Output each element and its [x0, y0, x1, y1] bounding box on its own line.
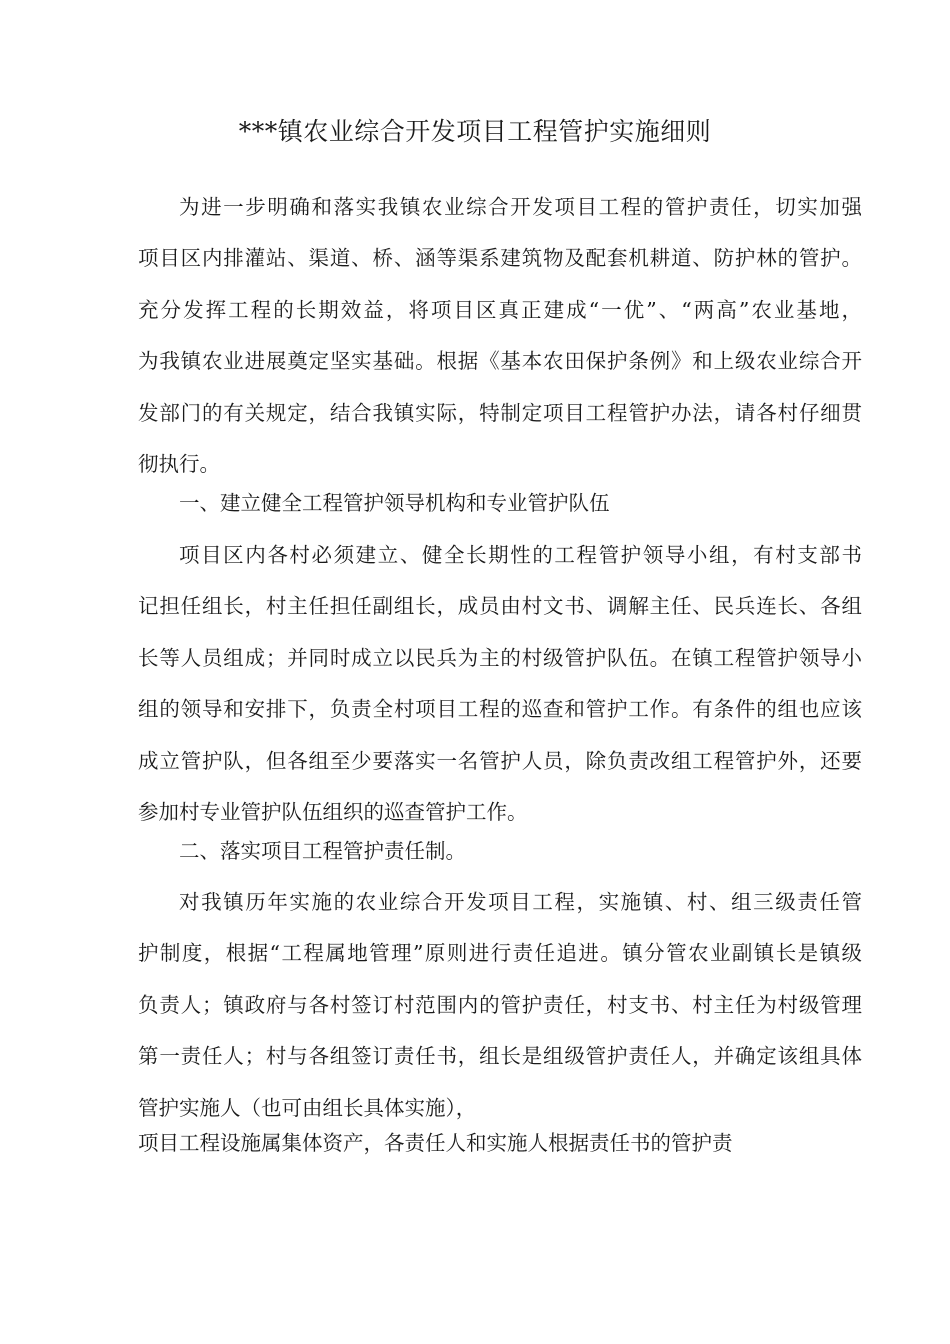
text-line: 一、建立健全工程管护领导机构和专业管护队伍 [179, 491, 610, 515]
section-heading-2 [138, 826, 862, 877]
text-line: 为进一步明确和落实我镇农业综合开发项目工程的管护责任，切实加强 [179, 195, 862, 219]
text-line: 发部门的有关规定，结合我镇实际，特制定项目工程管护办法，请各村仔细贯 [138, 400, 862, 425]
paragraph-section-1 [138, 530, 862, 838]
text-line: 项目区内排灌站、渠道、桥、涵等渠系建筑物及配套机耕道、防护林的管护。 [138, 246, 862, 271]
text-line: 为我镇农业进展奠定坚实基础。根据《基本农田保护条例》和上级农业综合开 [138, 349, 862, 374]
text-line: 参加村专业管护队伍组织的巡查管护工作。 [138, 800, 528, 825]
document-title: ***镇农业综合开发项目工程管护实施细则 [238, 117, 712, 146]
paragraph-section-2b [138, 1121, 862, 1165]
text-line: 项目区内各村必须建立、健全长期性的工程管护领导小组，有村支部书 [179, 543, 862, 567]
section-heading-1 [138, 478, 862, 529]
text-line: 二、落实项目工程管护责任制。 [179, 839, 466, 863]
text-line: 记担任组长，村主任担任副组长，成员由村文书、调解主任、民兵连长、各组 [138, 594, 862, 619]
text-line: 长等人员组成；并同时成立以民兵为主的村级管护队伍。在镇工程管护领导小 [138, 645, 862, 670]
text-line: 对我镇历年实施的农业综合开发项目工程，实施镇、村、组三级责任管 [179, 890, 862, 914]
text-line: 彻执行。 [138, 452, 220, 477]
text-line: 护制度，根据“工程属地管理”原则进行责任追进。镇分管农业副镇长是镇级 [138, 941, 862, 966]
text-line: 成立管护队，但各组至少要落实一名管护人员，除负责改组工程管护外，还要 [138, 748, 862, 773]
paragraph-section-2 [138, 877, 862, 1134]
text-line: 项目工程设施属集体资产，各责任人和实施人根据责任书的管护责 [138, 1131, 733, 1155]
paragraph-intro [138, 182, 862, 490]
text-line: 负责人；镇政府与各村签订村范围内的管护责任，村支书、村主任为村级管理 [138, 992, 862, 1017]
text-line: 充分发挥工程的长期效益，将项目区真正建成“一优”、“两高”农业基地， [138, 297, 862, 322]
text-line: 管护实施人（也可由组长具体实施）， [138, 1095, 477, 1120]
text-line: 第一责任人；村与各组签订责任书，组长是组级管护责任人，并确定该组具体 [138, 1044, 862, 1069]
text-line: 组的领导和安排下，负责全村项目工程的巡查和管护工作。有条件的组也应该 [138, 697, 862, 722]
